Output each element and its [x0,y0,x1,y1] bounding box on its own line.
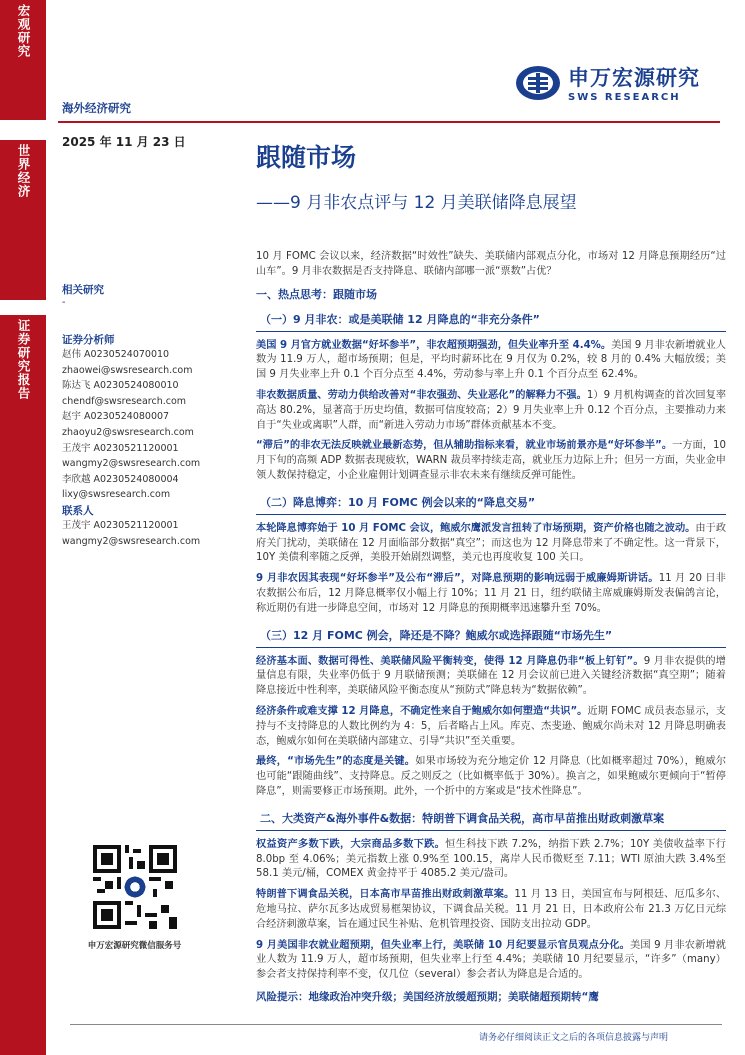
report-body [256,250,726,1004]
report-date: 2025 年 11 月 23 日 [62,135,186,149]
logo-text-en: SWS RESEARCH [568,92,681,103]
analyst-line[interactable]: zhaoyu2@swsresearch.com [62,426,194,438]
paragraph: 9 月非农因其表现“好坏参半”及公布“滞后”，对降息预期的影响远弱于威廉姆斯讲话。11 月 20 日非农数据公布后，12 月降息概率仅小幅上行 10%；11 月 21 日，纽约联储主席威廉姆斯发表偏鸽言论，称近期仍有进一步降息空间，市场对 12 月降息的预期概率迅速攀升至 70%。 [256,573,726,614]
report-subtitle: ——9 月非农点评与 12 月美联储降息展望 [256,193,577,213]
paragraph: 权益资产多数下跌，大宗商品多数下跌。恒生科技下跌 7.2%，纳指下跌 2.7%；10Y 美债收益率下行 8.0bp 至 4.06%；美元指数上涨 0.9%至 100.15，离岸人民币微贬至 7.11；WTI 原油大跌 3.4%至 58.1 美元/桶，COMEX 黄金持平于 4085.2 美元/盎司。 [256,838,726,880]
analyst-line: 赵宇 A0230524080007 [62,411,170,423]
footer-disclaimer: 请务必仔细阅读正文之后的各项信息披露与声明 [479,1033,669,1043]
risk-warning: 风险提示：地缘政治冲突升级；美国经济放缓超预期；美联储超预期转“鹰 [256,990,599,1003]
analysts-heading: 证券分析师 [62,334,115,346]
analyst-line[interactable]: zhaowei@swsresearch.com [62,364,193,376]
category-title: 海外经济研究 [62,101,131,115]
analyst-line[interactable]: wangmy2@swsresearch.com [62,458,201,470]
header-rule-right [240,121,720,123]
subsection-heading-3: （三）12 月 FOMC 例会，降还是不降？鲍威尔或选择跟随“市场先生” [256,623,726,648]
paragraph: 经济条件或难支撑 12 月降息，不确定性来自于鲍威尔如何塑造“共识”。近期 FOMC 成员表态显示，支持与不支持降息的人数比例约为 4：5，后者略占上风。库克、杰斐逊、鲍威尔尚未对 12 月降息明确表态，鲍威尔如何在美联储内部建立、引导“共识”至关重要。 [256,705,726,747]
analyst-line: 王茂宇 A0230521120001 [62,442,179,454]
sidebar-label-securities-report: 证券研究报告 [0,315,46,1055]
report-title: 跟随市场 [256,143,357,172]
subsection-heading-1: （一）9 月非农：或是美联储 12 月降息的“非充分条件” [256,307,726,332]
analyst-line[interactable]: lixy@swsresearch.com [62,489,171,501]
related-research-value: - [62,297,66,308]
contact-line[interactable]: wangmy2@swsresearch.com [62,535,201,547]
company-logo [514,62,700,103]
footer-rule [70,1024,722,1025]
logo-text-cn: 申万宏源研究 [568,66,700,90]
section-heading-2: 二、大类资产&海外事件&数据：特朗普下调食品关税，高市早苗推出财政刺激草案 [256,806,726,831]
qr-caption: 申万宏源研究微信服务号 [87,941,182,951]
sidebar-label-macro: 宏观研究 [0,0,46,120]
paragraph: 非农数据质量、劳动力供给改善对“非农强劲、失业恶化”的解释力不强。1）9 月机构调查的首次回复率高达 80.2%，显著高于历史均值，数据可信度较高；2）9 月失业率上升 0.12 个百分点，主要推动力来自于“失业或离职”人群，而“新进入劳动力市场”群体贡献基本不变。 [256,389,727,431]
subsection-heading-2: （二）降息博弈：10 月 FOMC 例会以来的“降息交易” [256,490,726,515]
paragraph: 最终，“市场先生”的态度是关键。如果市场较为充分地定价 12 月降息（比如概率超过 70%），鲍威尔也可能“跟随曲线”、支持降息。反之则反之（比如概率低于 30%）。换言之，如果鲍威尔更倾向于“暂停降息”，则需要修正市场预期。此外，一个折中的方案或是“技术性降息”。 [256,756,727,797]
logo-mark-icon [514,64,562,102]
analyst-line[interactable]: chendf@swsresearch.com [62,395,187,407]
analyst-line: 赵伟 A0230524070010 [62,349,170,360]
intro-paragraph: 10 月 FOMC 会议以来，经济数据“时效性”缺失、美联储内部观点分化，市场对 12 月降息预期经历“过山车”。9 月非农数据是否支持降息、联储内部哪一派“票数”占优？ [256,251,726,277]
contacts-heading: 联系人 [62,504,94,517]
related-research-heading: 相关研究 [62,284,104,296]
analyst-line: 陈达飞 A0230524080010 [62,380,179,392]
header-rule-left [58,121,240,123]
paragraph: 特朗普下调食品关税，日本高市早苗推出财政刺激草案。11 月 13 日，美国宣布与阿根廷、厄瓜多尔、危地马拉、萨尔瓦多达成贸易框架协议，下调食品关税。11 月 21 日，日本政府公布 21.3 万亿日元综合经济刺激草案，旨在通过民生补贴、危机管理投资、国防支出拉动 GDP。 [256,889,727,930]
paragraph: 本轮降息博弈始于 10 月 FOMC 会议，鲍威尔鹰派发言扭转了市场预期，资产价格也随之波动。由于政府关门扰动，美联储在 12 月面临部分数据“真空”；而这也为 12 月降息带来了不确定性。这一背景下，10Y 美债利率随之反弹，美股开始剧烈调整，美元也再度收复 100 关口。 [256,522,727,564]
paragraph: 9 月美国非农就业超预期，但失业率上行，美联储 10 月纪要显示官员观点分化。美国 9 月非农新增就业人数为 11.9 万人，超市场预期，但失业率上行至 4.4%；美联储 10 月纪要显示，“许多”（many）参会者支持保持利率不变，仅几位（several）参会者认为降息是合适的。 [256,939,726,981]
paragraph: “滞后”的非农无法反映就业最新态势，但从辅助指标来看，就业市场前景亦是“好坏参半”。一方面，10 月下旬的高频 ADP 数据表现疲软，WARN 裁员率持续走高，就业压力边际上升；但另一方面，失业金申领人数保持稳定，小企业雇佣计划调查显示非农未来有继续反弹可能性。 [256,440,726,481]
analyst-line: 李欣越 A0230524080004 [62,473,179,485]
paragraph: 经济基本面、数据可得性、美联储风险平衡转变，使得 12 月降息仍非“板上钉钉”。9 月非农提供的增量信息有限，失业率仍低于 9 月联储预测；美联储在 12 月会议前已进入关键经济数据“真空期”；随着降息接近中性利率，美联储风险平衡态度从“预防式”降息转为“数据依赖”。 [256,655,726,697]
sidebar-strip [0,0,46,1055]
contact-line: 王茂宇 A0230521120001 [62,519,179,531]
paragraph: 美国 9 月官方就业数据“好坏参半”，非农超预期强劲，但失业率升至 4.4%。美国 9 月非农新增就业人数为 11.9 万人，超市场预期；但是，平均时薪环比在 9 月仅为 0.2%，较 8 月的 0.4% 大幅放缓；美国 9 月失业率上升 0.1 个百分点至 4.4%，劳动参与率上升 0.1 个百分点至 62.4%。 [256,339,726,381]
section-heading-1: 一、热点思考：跟随市场 [256,287,377,301]
qr-code-icon [93,845,177,929]
left-info-column [62,282,232,549]
sidebar-label-world-economy: 世界经济 [0,140,46,300]
